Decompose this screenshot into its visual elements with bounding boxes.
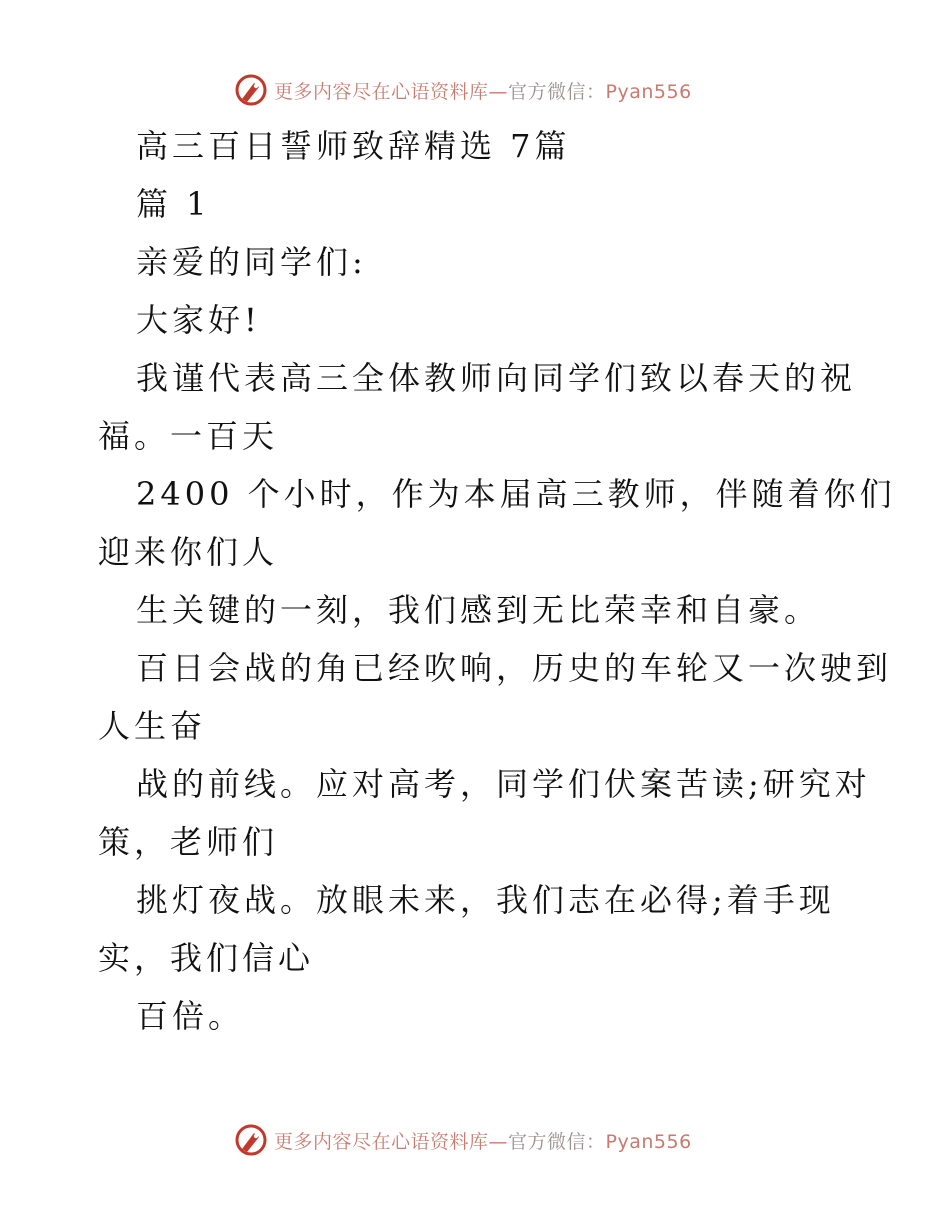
paragraph-line: 百日会战的角已经吹响，历史的车轮又一次驶到: [136, 649, 893, 687]
pen-nib-logo-icon: [234, 73, 268, 107]
paragraph-line: 大家好!: [136, 301, 261, 339]
paragraph-line: 迎来你们人: [98, 533, 279, 571]
paragraph-line: 2400 个小时，作为本届高三教师，伴随着你们: [136, 475, 896, 513]
paragraph-line: 我谨代表高三全体教师向同学们致以春天的祝: [136, 359, 857, 397]
paragraph-line: 亲爱的同学们:: [136, 243, 367, 281]
pen-nib-logo-icon: [234, 1123, 268, 1157]
paragraph-line: 生关键的一刻，我们感到无比荣幸和自豪。: [136, 591, 821, 629]
footer-banner[interactable]: [234, 1122, 692, 1158]
paragraph-line: 挑灯夜战。放眼未来，我们志在必得;着手现: [136, 881, 835, 919]
banner-text: 更多内容尽在心语资料库—官方微信：Pyan556: [274, 1130, 692, 1153]
paragraph-line: 人生奋: [98, 707, 207, 745]
section-heading: 篇 1: [136, 185, 211, 223]
paragraph-line: 实，我们信心: [98, 939, 315, 977]
paragraph-line: 福。一百天: [98, 417, 279, 455]
document-title: 高三百日誓师致辞精选 7篇: [136, 127, 571, 165]
paragraph-line: 百倍。: [136, 997, 245, 1035]
banner-text: 更多内容尽在心语资料库—官方微信：Pyan556: [274, 80, 692, 103]
paragraph-line: 策，老师们: [98, 823, 279, 861]
header-banner[interactable]: [234, 72, 692, 108]
paragraph-line: 战的前线。应对高考，同学们伏案苦读;研究对: [136, 765, 871, 803]
